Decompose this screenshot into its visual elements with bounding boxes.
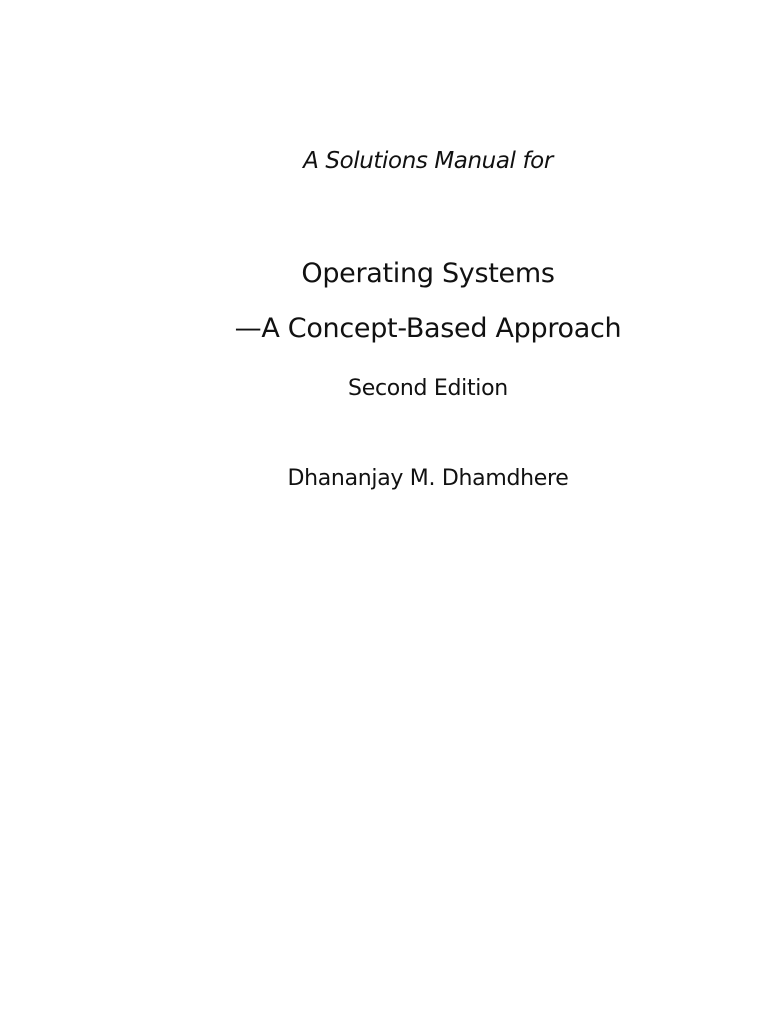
book-title-line-1: Operating Systems	[301, 258, 555, 289]
edition-label: Second Edition	[348, 376, 508, 401]
manual-subtitle: A Solutions Manual for	[303, 148, 553, 174]
author-name: Dhananjay M. Dhamdhere	[287, 466, 569, 491]
book-title-line-2: —A Concept-Based Approach	[234, 313, 622, 344]
